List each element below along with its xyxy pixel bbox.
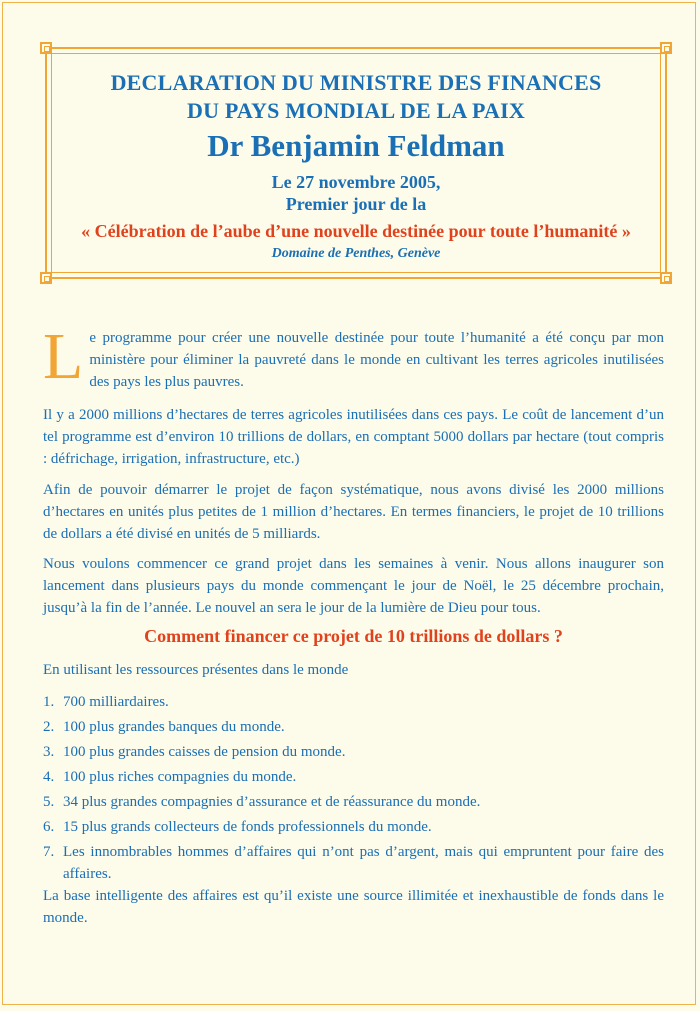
list-item-number: 1. [43,694,55,710]
header-title [45,69,667,125]
list-item-text: 100 plus riches compagnies du monde. [63,769,297,785]
list-item-number: 3. [43,744,55,760]
list-item-number: 4. [43,769,55,785]
list-item-text: 15 plus grands collecteurs de fonds professionnels du monde. [63,819,432,835]
header-date: Le 27 novembre 2005, [271,172,441,192]
conclusion-paragraph: La base intelligente des affaires est qu’il existe une source illimitée et inexhaustible de fonds dans le monde. [43,888,664,926]
list-intro: En utilisant les ressources présentes dans le monde [43,662,349,678]
list-item [43,766,664,788]
paragraph-3: Afin de pouvoir démarrer le projet de façon systématique, nous avons divisé les 2000 millions d’hectares en unités plus petites de 1 million d’hectares. En termes financiers, le projet de 10 trillions de dollars a été divisé en unités de 5 milliards. [43,482,664,542]
header-title-line2: DU PAYS MONDIAL DE LA PAIX [187,98,525,123]
frame-corner-ornament [40,42,52,54]
list-item-text: 100 plus grandes caisses de pension du monde. [63,744,346,760]
paragraph-4-block [43,553,664,619]
list-item-number: 2. [43,719,55,735]
list-item [43,841,664,885]
location: Domaine de Penthes, Genève [271,246,441,261]
paragraph-2: Il y a 2000 millions d’hectares de terres agricoles inutilisées dans ces pays. Le coût de lancement d’un tel programme est d’environ 10 trillions de dollars, en comptant 5000 dollars par hectare (tout compris : défrichage, irrigation, infrastructure, etc.) [43,407,664,467]
list-item [43,716,664,738]
list-item-text: 700 milliardaires. [63,694,169,710]
frame-corner-ornament [40,272,52,284]
header-frame [45,47,667,279]
list-item-number: 7. [43,844,55,860]
list-item-text: 34 plus grandes compagnies d’assurance et de réassurance du monde. [63,794,481,810]
conclusion-block [43,885,664,929]
paragraph-1 [43,320,664,393]
subheading-block [43,625,664,647]
paragraph-1-block [43,320,664,393]
list-item [43,691,664,713]
header-day: Premier jour de la [285,194,427,214]
list-item-text: Les innombrables hommes d’affaires qui n’ont pas d’argent, mais qui empruntent pour faire des affaires. [63,844,664,882]
list-item-number: 6. [43,819,55,835]
paragraph-4: Nous voulons commencer ce grand projet dans les semaines à venir. Nous allons inaugurer son lancement dans plusieurs pays du monde commençant le jour de Noël, le 25 décembre prochain, jusqu’à la fin de l’année. Le nouvel an sera le jour de la lumière de Dieu pour tous. [43,556,664,616]
frame-corner-ornament [660,42,672,54]
drop-cap: L [43,320,84,393]
header-title-line1: DECLARATION DU MINISTRE DES FINANCES [110,70,602,95]
paragraph-1-text: e programme pour créer une nouvelle destinée pour toute l’humanité a été conçu par mon ministère pour éliminer la pauvreté dans le monde en cultivant les terres agricoles inutilisées des pays les plus pauvres. [89,330,664,390]
paragraph-2-block [43,404,664,470]
header-date-block [45,171,667,215]
minister-name: Dr Benjamin Feldman [207,128,505,163]
list-item [43,791,664,813]
frame-corner-ornament [660,272,672,284]
intro-block [43,659,664,681]
document-page [2,2,696,1005]
list-item [43,741,664,763]
celebration-title: « Célébration de l’aube d’une nouvelle destinée pour toute l’humanité » [81,221,631,241]
list-item-number: 5. [43,794,55,810]
resources-list [43,691,664,885]
section-subheading: Comment financer ce projet de 10 trillions de dollars ? [144,626,563,646]
resources-list-block [43,691,664,888]
paragraph-3-block [43,479,664,545]
list-item [43,816,664,838]
list-item-text: 100 plus grandes banques du monde. [63,719,285,735]
